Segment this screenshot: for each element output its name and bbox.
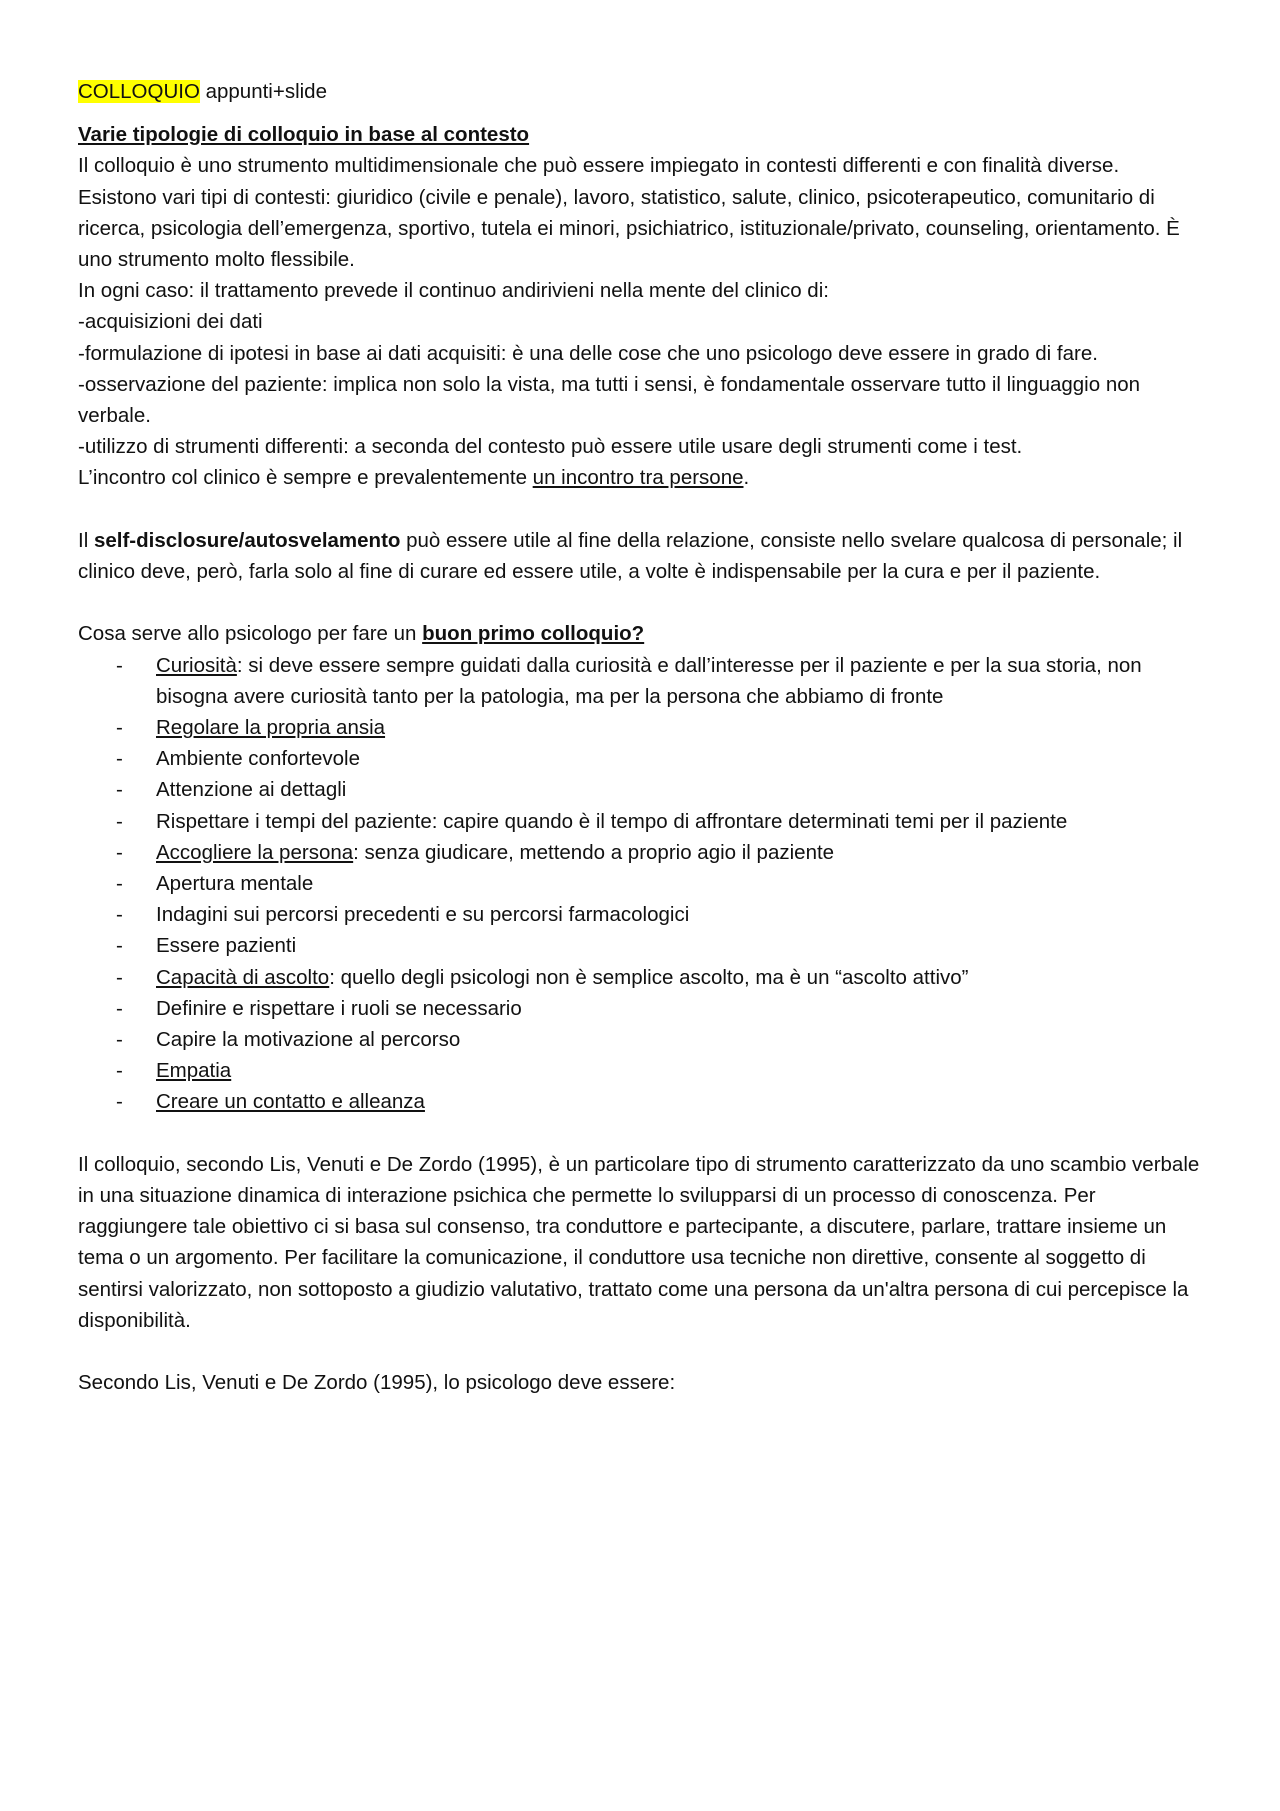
- section1-line: -osservazione del paziente: implica non solo la vista, ma tutti i sensi, è fondamentale osservare tutto il linguaggio non verbale.: [78, 372, 1141, 428]
- list-item: [78, 993, 1202, 1024]
- list-item-text: Indagini sui percorsi precedenti e su percorsi farmacologici: [156, 903, 690, 927]
- list-item-text: Essere pazienti: [156, 934, 297, 958]
- list-item-underlined: Creare un contatto e alleanza: [156, 1090, 425, 1114]
- list-item-underlined: Empatia: [156, 1059, 232, 1083]
- list-item: [78, 743, 1202, 774]
- list-item: [78, 712, 1202, 743]
- list-item-text: Definire e rispettare i ruoli se necessario: [156, 996, 522, 1020]
- dash-bullet: -: [116, 1090, 123, 1114]
- list-item-underlined: Accogliere la persona: [156, 840, 354, 864]
- list-item: [78, 1086, 1202, 1117]
- list-item: [78, 837, 1202, 868]
- dash-bullet: -: [116, 903, 123, 927]
- dash-bullet: -: [116, 1059, 123, 1083]
- dash-bullet: -: [116, 809, 123, 833]
- title-rest: appunti+slide: [199, 80, 327, 103]
- dash-bullet: -: [116, 996, 123, 1020]
- section1-line: In ogni caso: il trattamento prevede il continuo andirivieni nella mente del clinico di:: [78, 279, 829, 303]
- dash-bullet: -: [116, 840, 123, 864]
- closing-post: .: [743, 466, 750, 490]
- list-item: [78, 1055, 1202, 1086]
- sd-post: può essere utile al fine della relazione, consiste nello svelare qualcosa di personale; il clinico deve, però, farla solo al fine di curare ed essere utile, a volte è indispensabile per la cura e per il paziente.: [78, 528, 1183, 584]
- dash-bullet: -: [116, 1028, 123, 1052]
- list-item: [78, 806, 1202, 837]
- list-item: [78, 774, 1202, 805]
- self-disclosure-paragraph: [78, 525, 1202, 587]
- list-item-text: : si deve essere sempre guidati dalla curiosità e dall’interesse per il paziente e per la sua storia, non bisogna avere curiosità tanto per la patologia, ma per la persona che abbiamo di fronte: [156, 653, 1142, 708]
- dash-bullet: -: [116, 778, 123, 802]
- sd-pre: Il: [78, 528, 94, 552]
- list-item: [78, 899, 1202, 930]
- section1-line: Esistono vari tipi di contesti: giuridico (civile e penale), lavoro, statistico, salute, clinico, psicoterapeutico, comunitario di ricerca, psicologia dell’emergenza, sportivo, tutela ei minori, psichiatrico, istituzionale/privato, counseling, orientamento. È uno strumento molto flessibile.: [78, 185, 1180, 272]
- final-line: Secondo Lis, Venuti e De Zordo (1995), lo psicologo deve essere:: [78, 1371, 676, 1395]
- list-item-text: Attenzione ai dettagli: [156, 778, 347, 802]
- list-item: [78, 962, 1202, 993]
- dash-bullet: -: [116, 872, 123, 896]
- list-item: [78, 930, 1202, 961]
- dash-bullet: -: [116, 747, 123, 771]
- list-item-text: Capire la motivazione al percorso: [156, 1028, 461, 1052]
- section1-heading: Varie tipologie di colloquio in base al contesto: [78, 123, 530, 147]
- colloquio-definition-paragraph: Il colloquio, secondo Lis, Venuti e De Zordo (1995), è un particolare tipo di strumento caratterizzato da uno scambio verbale in una situazione dinamica di interazione psichica che permette lo svilupparsi di un processo di conoscenza. Per raggiungere tale obiettivo ci si basa sul consenso, tra conduttore e partecipante, a discutere, parlare, trattare insieme un tema o un argomento. Per facilitare la comunicazione, il conduttore usa tecniche non direttive, consente al soggetto di sentirsi valorizzato, non sottoposto a giudizio valutativo, trattato come una persona da un'altra persona di cui percepisce la disponibilità.: [78, 1152, 1200, 1332]
- list-item-underlined: Curiosità: [156, 653, 237, 677]
- doc-title: [78, 76, 1202, 107]
- section1-closing: [78, 462, 1202, 493]
- list-item-underlined: Capacità di ascolto: [156, 965, 330, 989]
- dash-bullet: -: [116, 716, 123, 740]
- list-item-text: : quello degli psicologi non è semplice ascolto, ma è un “ascolto attivo”: [329, 965, 969, 989]
- closing-pre: L’incontro col clinico è sempre e prevalentemente: [78, 466, 533, 490]
- question-line: [78, 618, 1202, 649]
- question-pre: Cosa serve allo psicologo per fare un: [78, 622, 423, 646]
- dash-bullet: -: [116, 653, 123, 677]
- list-item-text: Apertura mentale: [156, 872, 314, 896]
- section1-line: -utilizzo di strumenti differenti: a seconda del contesto può essere utile usare degli strumenti come i test.: [78, 435, 1023, 459]
- list-item: [78, 650, 1202, 712]
- list-item: [78, 1024, 1202, 1055]
- list-item: [78, 868, 1202, 899]
- section1-line: -formulazione di ipotesi in base ai dati acquisiti: è una delle cose che uno psicologo deve essere in grado di fare.: [78, 341, 1098, 365]
- dash-bullet: -: [116, 934, 123, 958]
- list-item-text: Ambiente confortevole: [156, 747, 360, 771]
- list-item-text: : senza giudicare, mettendo a proprio agio il paziente: [353, 840, 835, 864]
- sd-bold: self-disclosure/autosvelamento: [93, 528, 401, 552]
- dash-bullet: -: [116, 965, 123, 989]
- list-item-text: Rispettare i tempi del paziente: capire quando è il tempo di affrontare determinati temi per il paziente: [156, 809, 1068, 833]
- bullet-list: [78, 650, 1202, 1118]
- question-bold: buon primo colloquio?: [422, 622, 645, 646]
- list-item-underlined: Regolare la propria ansia: [156, 716, 386, 740]
- closing-underlined: un incontro tra persone: [532, 466, 744, 490]
- section1-line: -acquisizioni dei dati: [78, 310, 263, 334]
- section1-line: Il colloquio è uno strumento multidimensionale che può essere impiegato in contesti differenti e con finalità diverse.: [78, 154, 1120, 178]
- title-highlight: COLLOQUIO: [78, 80, 200, 103]
